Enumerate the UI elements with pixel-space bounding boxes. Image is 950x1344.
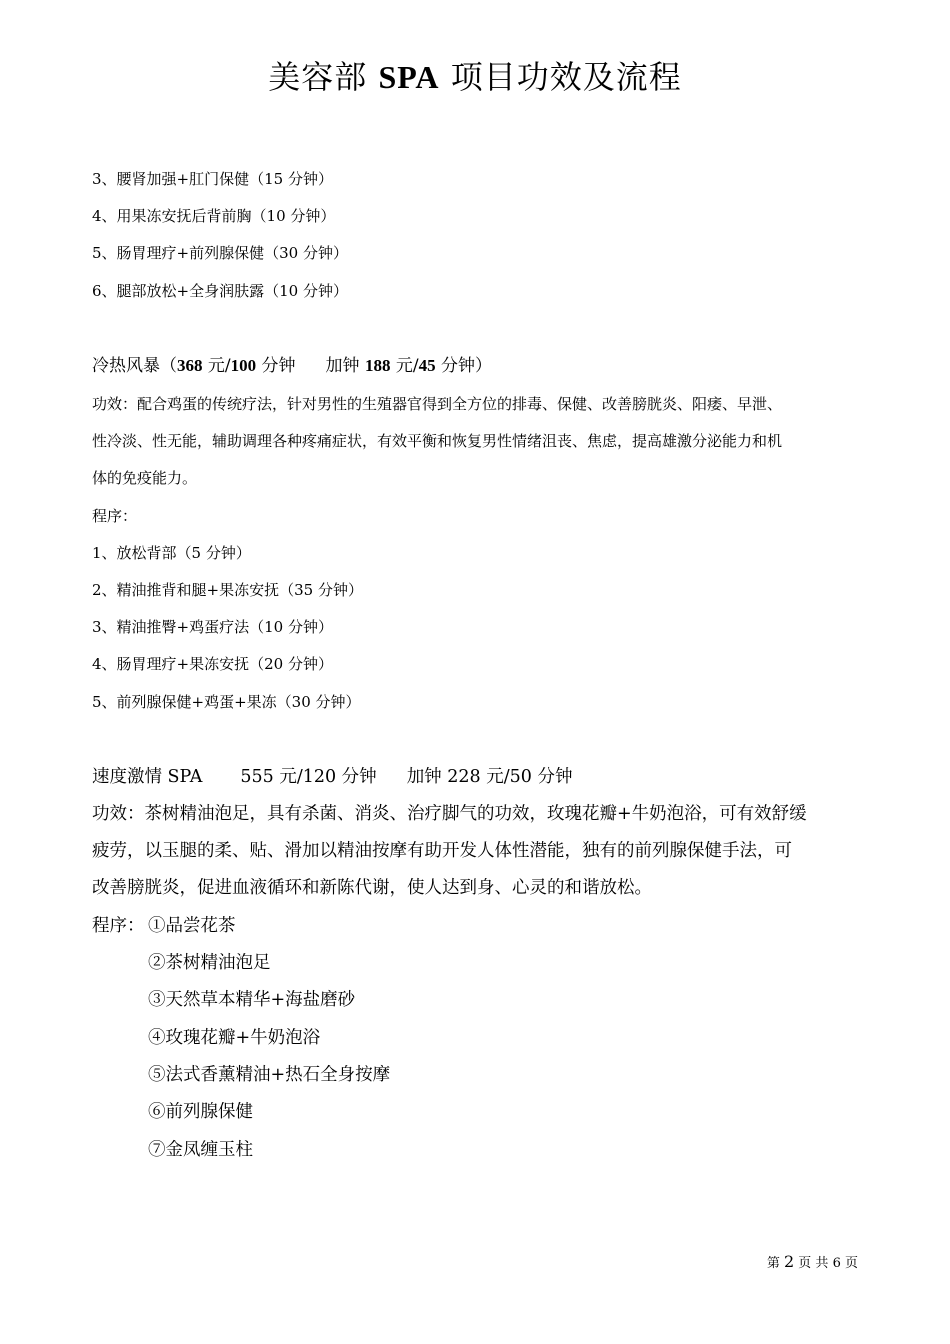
step-item: ③天然草本精华+海盐磨砂 [148,990,356,1010]
effect-line: 功效：配合鸡蛋的传统疗法，针对男性的生殖器官得到全方位的排毒、保健、改善膀胱炎、阳痿、早泄、 [92,395,783,413]
step-item: ⑦金凤缠玉柱 [148,1140,253,1160]
current-page: 2 [783,1252,795,1271]
step-item: 5、肠胃理疗+前列腺保健（30 分钟） [92,244,348,262]
title-suffix: 项目功效及流程 [439,58,682,96]
effect-line: 性冷淡、性无能，辅助调理各种疼痛症状，有效平衡和恢复男性情绪沮丧、焦虑，提高雄激分泌能力和机 [92,432,783,450]
step-item: ①品尝花茶 [148,916,236,936]
step-item: 1、放松背部（5 分钟） [92,544,251,562]
extra-label: 加钟 [325,356,365,376]
total-pages: 6 [832,1256,841,1271]
service-name: 冷热风暴（ [92,356,177,376]
extra-price-unit: 元/ [390,356,419,376]
extra-price: 加钟 228 元/50 分钟 [406,767,573,787]
service-price: 368 [177,356,203,375]
step-item: ⑤法式香薰精油+热石全身按摩 [148,1065,391,1085]
service-header [92,351,492,376]
page-title [0,52,950,98]
service-name: 速度激情 SPA [92,767,203,787]
step-item: 4、用果冻安抚后背前胸（10 分钟） [92,207,336,225]
step-item: 4、肠胃理疗+果冻安抚（20 分钟） [92,655,333,673]
footer-suffix: 页 [840,1256,858,1271]
title-spa: SPA [378,59,440,95]
effect-line: 功效：茶树精油泡足，具有杀菌、消炎、治疗脚气的功效，玫瑰花瓣+牛奶泡浴，可有效舒缓 [92,804,807,824]
step-item: 2、精油推背和腿+果冻安抚（35 分钟） [92,581,363,599]
extra-duration-unit: 分钟） [435,356,492,376]
extra-duration: 45 [418,356,436,375]
duration-unit: 分钟 [256,356,296,376]
procedure-label: 程序： [92,916,145,936]
title-prefix: 美容部 [268,58,379,96]
footer-mid: 页 共 [794,1256,833,1271]
page-number-footer [767,1252,858,1271]
price-unit: 元/ [202,356,231,376]
service-header [92,763,572,788]
step-item: 6、腿部放松+全身润肤露（10 分钟） [92,282,348,300]
step-item: 5、前列腺保健+鸡蛋+果冻（30 分钟） [92,693,361,711]
effect-line: 体的免疫能力。 [92,469,198,487]
effect-line: 疲劳，以玉腿的柔、贴、滑加以精油按摩有助开发人体性潜能，独有的前列腺保健手法，可 [92,841,792,861]
effect-line: 改善膀胱炎，促进血液循环和新陈代谢，使人达到身、心灵的和谐放松。 [92,878,652,898]
step-item: 3、腰肾加强+肛门保健（15 分钟） [92,170,333,188]
extra-price: 188 [364,356,391,375]
service-duration: 100 [230,356,257,375]
step-item: 3、精油推臀+鸡蛋疗法（10 分钟） [92,618,333,636]
procedure-label: 程序： [92,507,138,525]
step-item: ②茶树精油泡足 [148,953,271,973]
footer-prefix: 第 [766,1256,784,1271]
step-item: ⑥前列腺保健 [148,1102,253,1122]
step-item: ④玫瑰花瓣+牛奶泡浴 [148,1028,321,1048]
service-price: 555 元/120 分钟 [240,767,377,787]
